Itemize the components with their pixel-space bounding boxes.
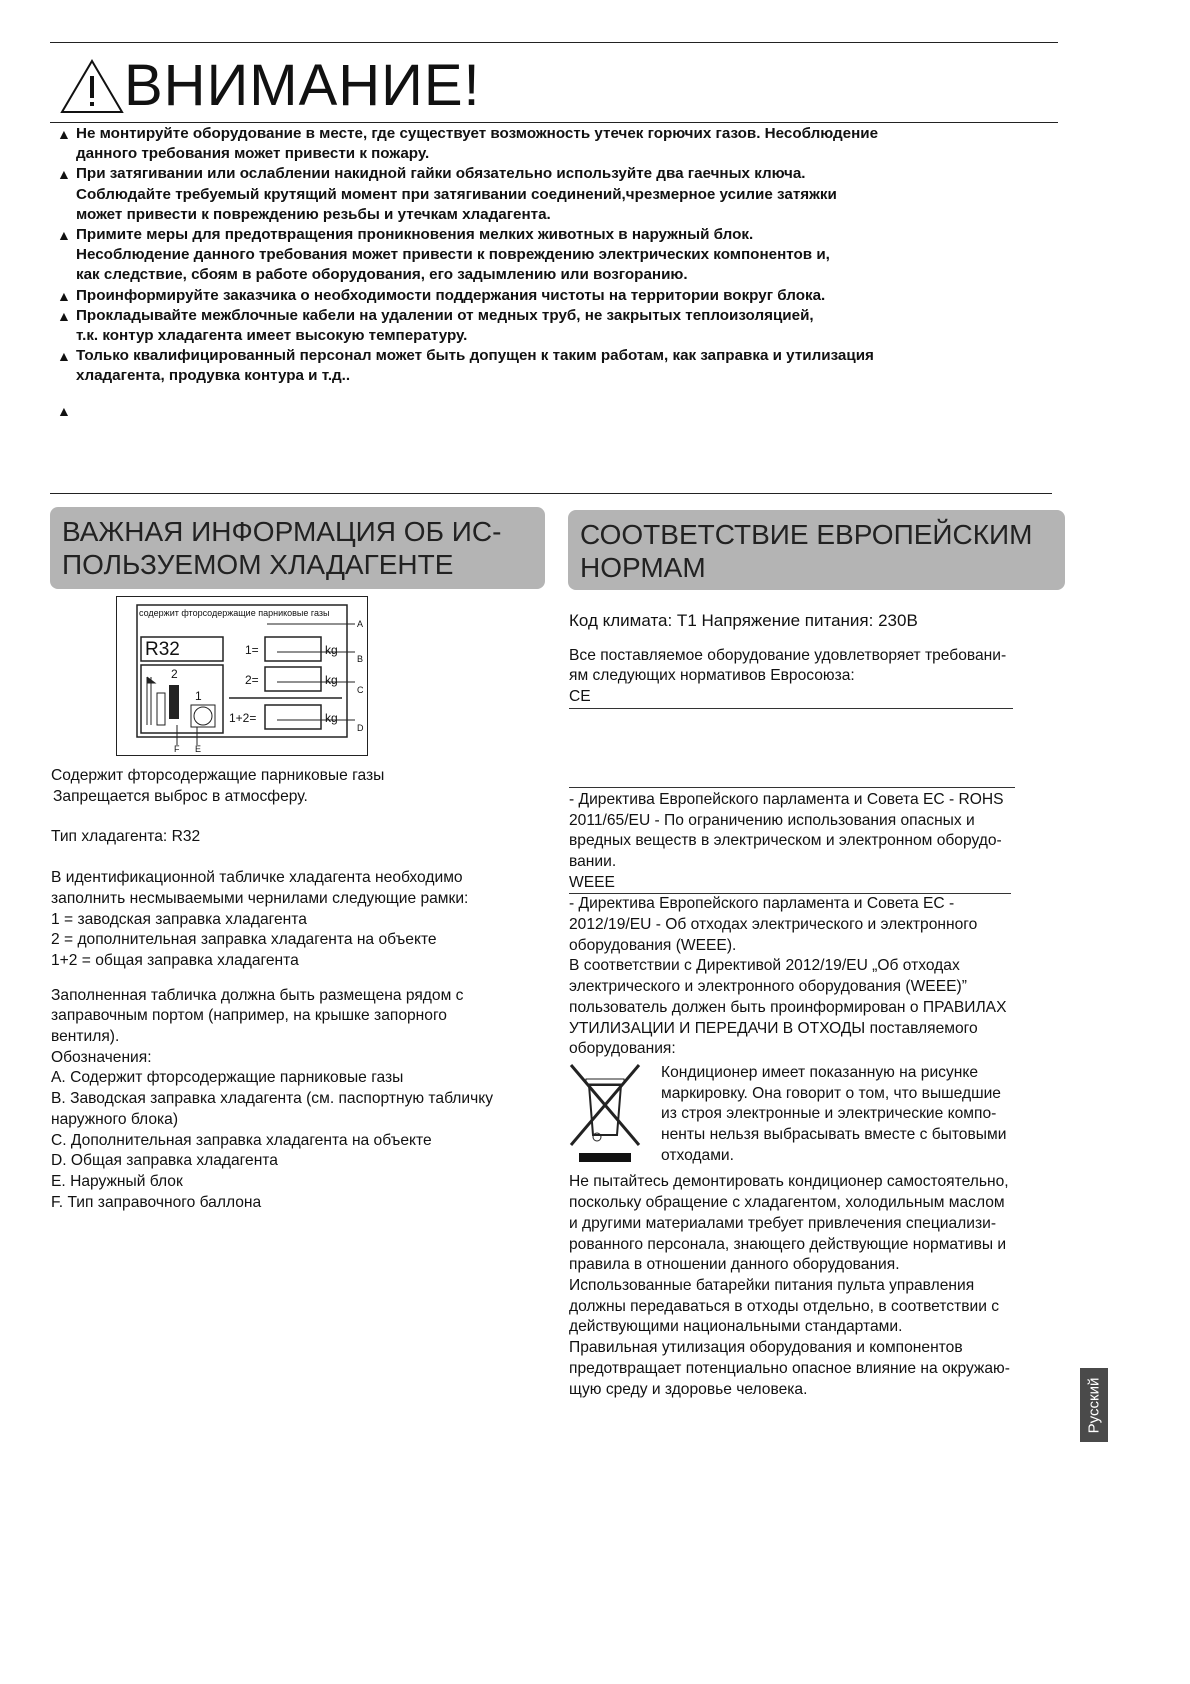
text-line: Кондиционер имеет показанную на рисунке [661, 1063, 979, 1081]
text-line: Заполненная табличка должна быть размещена рядом с [51, 986, 464, 1004]
letter-d: D [357, 723, 364, 733]
text-line: D. Общая заправка хладагента [51, 1152, 278, 1170]
text-line: наружного блока) [51, 1110, 179, 1128]
text-line: Правильная утилизация оборудования и компонентов [569, 1339, 963, 1357]
top-rule [50, 42, 1058, 43]
label-unit: kg [325, 643, 338, 657]
text-line: и другими материалами требует привлечения специализи- [569, 1214, 997, 1232]
bullet-triangle-icon: ▲ [57, 166, 71, 183]
section-rule [50, 493, 1052, 494]
bullet-triangle-icon: ▲ [57, 126, 71, 142]
text-line: оборудования: [569, 1040, 676, 1058]
bin-text [661, 1063, 1006, 1167]
intro [569, 646, 1064, 687]
text-line: вредных веществ в электрическом и электронном оборудо- [569, 832, 1002, 850]
label-row2: 2= [245, 673, 259, 687]
ce-blank [569, 709, 1015, 788]
bullet-triangle-icon: ▲ [57, 307, 71, 324]
legend [51, 986, 551, 1214]
label-unit: kg [325, 711, 338, 725]
weee-label: WEEE [569, 873, 1011, 895]
bullet-triangle-icon: ▲ [57, 227, 71, 244]
warning-item [57, 346, 1057, 386]
refrigerant-label-diagram [116, 596, 368, 756]
warning-text: Прокладывайте межблочные кабели на удалении от медных труб, не закрытых теплоизоляцией, т.к. контур хладагента имеет высокую температуру. [76, 306, 814, 345]
text-line: - Директива Европейского парламента и Совета ЕС - [569, 895, 955, 913]
text-line: вании. [569, 852, 617, 870]
warning-item [57, 306, 1057, 346]
bullet-triangle-icon: ▲ [57, 348, 71, 365]
text-line: E. Наружный блок [51, 1172, 183, 1190]
text-line: 2012/19/EU - Об отходах электрического и электронного [569, 916, 978, 934]
disposal-text [569, 1172, 1064, 1400]
refrigerant-header: ВАЖНАЯ ИНФОРМАЦИЯ ОБ ИС- ПОЛЬЗУЕМОМ ХЛАДАГЕНТЕ [50, 507, 545, 589]
warning-item [57, 164, 1057, 225]
text-line: - Директива Европейского парламента и Совета ЕС - ROHS [569, 790, 1004, 808]
text-line: 1 = заводская заправка хладагента [51, 910, 307, 928]
text-line: из строя электронные и электрические компо- [661, 1105, 997, 1123]
weee-text [569, 894, 1064, 1060]
text-line: В идентификационной табличке хладагента необходимо [51, 869, 463, 887]
text-line: ненты нельзя выбрасывать вместе с бытовыми [661, 1126, 1007, 1144]
text-line: рованного персонала, знающего действующие нормативы и [569, 1235, 1007, 1253]
crossed-bin-icon [569, 1063, 659, 1163]
label-caption: содержит фторсодержащие парниковые газы [139, 608, 330, 618]
left-column [51, 766, 551, 1213]
text-line: Все поставляемое оборудование удовлетворяет требовани- [569, 646, 1007, 664]
label-refrigerant: R32 [145, 639, 180, 660]
warning-text: Проинформируйте заказчика о необходимости поддержания чистоты на территории вокруг блока. [76, 286, 826, 304]
title-rule [50, 122, 1058, 123]
letter-f: F [174, 744, 180, 754]
text-line: маркировку. Она говорит о том, что вышедшие [661, 1084, 1001, 1102]
label-n1: 1 [195, 689, 202, 703]
warning-item [57, 286, 1057, 306]
text-line: заправочным портом (например, на крышке запорного [51, 1007, 447, 1025]
text-line: вентиля). [51, 1028, 120, 1046]
text-line: Не пытайтесь демонтировать кондиционер самостоятельно, [569, 1173, 1009, 1191]
letter-c: C [357, 685, 364, 695]
text: Тип хладагента: R32 [51, 828, 201, 846]
ce-label: CE [569, 687, 1013, 709]
warning-triangle-icon [60, 58, 124, 114]
letter-b: B [357, 654, 364, 664]
text-line: 2 = дополнительная заправка хладагента на объекте [51, 931, 437, 949]
warning-text: При затягивании или ослаблении накидной гайки обязательно используйте два гаечных ключа. Соблюдайте требуемый крутящий момент при затягивании соединений,чрезмерное усилие затяжки может привести к повреждению резьбы и утечкам хладагента. [76, 165, 837, 223]
warning-title [60, 52, 481, 119]
label-unit: kg [325, 673, 338, 687]
text-line: правила в отношении данного оборудования. [569, 1256, 900, 1274]
text-line: A. Содержит фторсодержащие парниковые газы [51, 1069, 404, 1087]
warning-text: Примите меры для предотвращения проникновения мелких животных в наружный блок. Несоблюдение данного требования может привести к повреждению электрических компонентов и, как следствие, сбоям в работе оборудования, его задымлению или возгоранию. [76, 226, 830, 284]
text-line: электрического и электронного оборудования (WEEE)” [569, 978, 967, 996]
text-line: Использованные батарейки питания пульта управления [569, 1276, 975, 1294]
warning-item [57, 124, 1057, 164]
label-row1: 1= [245, 643, 259, 657]
text-line: B. Заводская заправка хладагента (см. паспортную табличку [51, 1090, 494, 1108]
text-line: отходами. [661, 1146, 734, 1164]
label-n2: 2 [171, 667, 178, 681]
bullet-triangle-icon: ▲ [57, 287, 71, 304]
warning-item [57, 401, 1057, 421]
text-line: поскольку обращение с хладагентом, холодильным маслом [569, 1194, 1005, 1212]
text: Содержит фторсодержащие парниковые газы [51, 767, 385, 784]
eu-norms-header: СООТВЕТСТВИЕ ЕВРОПЕЙСКИМ НОРМАМ [568, 510, 1065, 590]
climate-code: Код климата: T1 Напряжение питания: 230В [569, 611, 918, 630]
text-line: 1+2 = общая заправка хладагента [51, 951, 299, 969]
rohs-text [569, 790, 1064, 873]
text-line: В соответствии с Директивой 2012/19/EU „Об отходах [569, 957, 960, 975]
text-line: должны передаваться в отходы отдельно, в соответствии с [569, 1297, 1000, 1315]
label-row3: 1+2= [229, 711, 257, 725]
warning-text: Только квалифицированный персонал может быть допущен к таким работам, как заправка и утилизация хладагента, продувка контура и т.д.. [76, 347, 874, 385]
warning-list [57, 124, 1057, 421]
text-line: пользователь должен быть проинформирован о ПРАВИЛАХ [569, 998, 1007, 1016]
text-line: Обозначения: [51, 1048, 152, 1066]
text-line: предотвращает потенциально опасное влияние на окружаю- [569, 1359, 1010, 1377]
warning-item [57, 225, 1057, 286]
text: Запрещается выброс в атмосферу. [53, 787, 308, 805]
language-tab [1080, 1368, 1108, 1442]
text-line: ям следующих нормативов Евросоюза: [569, 667, 855, 685]
warning-text: Не монтируйте оборудование в месте, где существует возможность утечек горючих газов. Несоблюдение данного требования может привести к пожару. [76, 125, 879, 163]
bullet-triangle-icon: ▲ [57, 402, 71, 419]
text-line: щую среду и здоровье человека. [569, 1380, 808, 1398]
letter-e: E [195, 744, 202, 754]
text-line: оборудования (WEEE). [569, 936, 737, 954]
letter-a: A [357, 619, 364, 629]
warning-heading: ВНИМАНИЕ! [124, 53, 481, 118]
text-line: C. Дополнительная заправка хладагента на объекте [51, 1131, 432, 1149]
text-line: 2011/65/EU - По ограничению использования опасных и [569, 811, 975, 829]
text-line: действующими национальными стандартами. [569, 1318, 903, 1336]
text-line: заполнить несмываемыми чернилами следующие рамки: [51, 889, 469, 907]
text-line: F. Тип заправочного баллона [51, 1193, 262, 1211]
right-column [569, 611, 1064, 1400]
language-tab-label: Русский [1085, 1377, 1103, 1433]
label-instructions [51, 868, 551, 972]
text-line: УТИЛИЗАЦИИ И ПЕРЕДАЧИ В ОТХОДЫ поставляемого [569, 1019, 978, 1037]
